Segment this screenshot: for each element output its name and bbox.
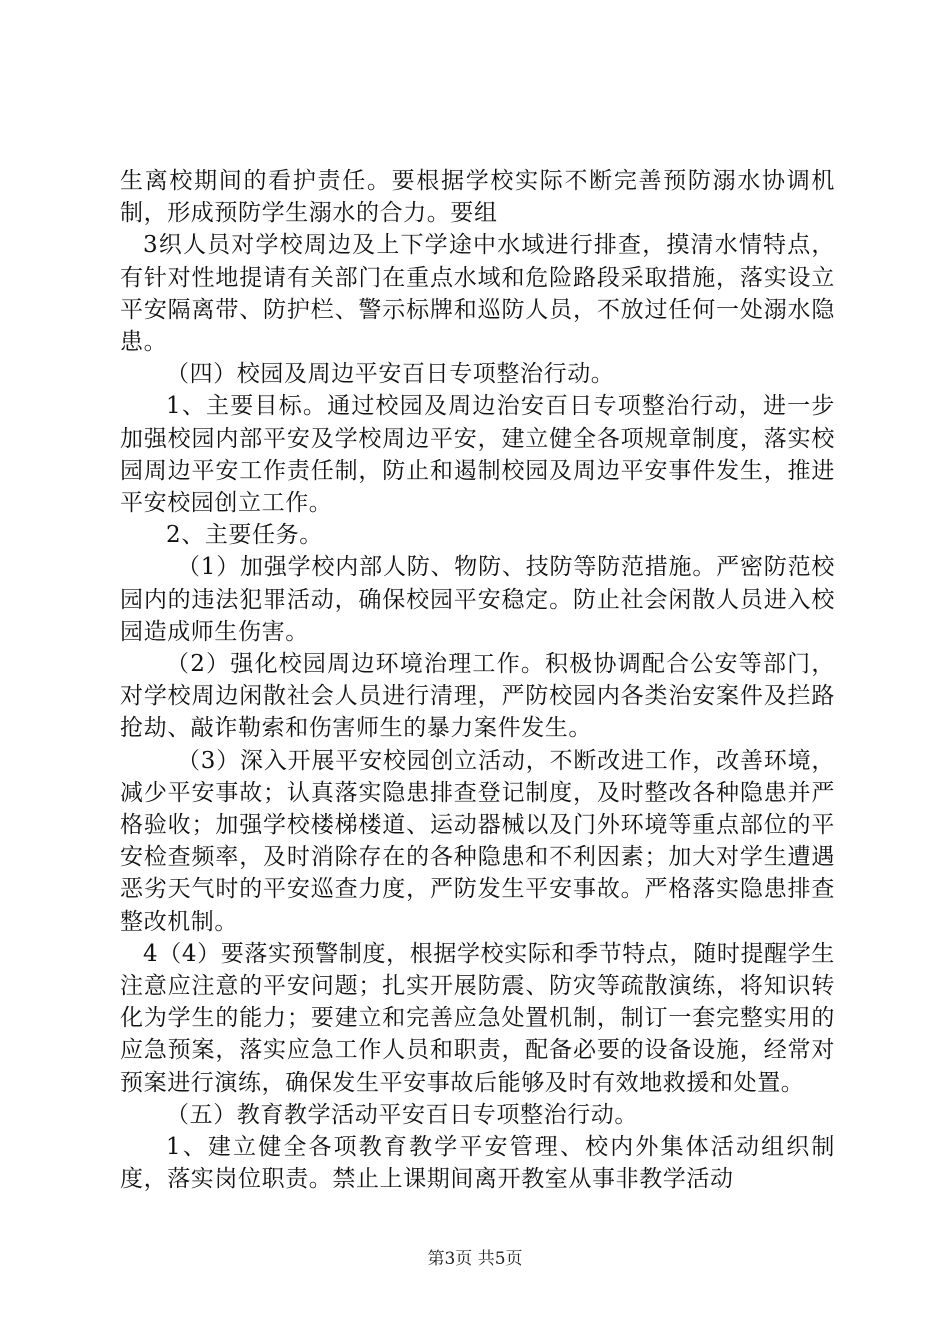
paragraph-drowning-check: 3织人员对学校周边及上下学途中水域进行排查，摸清水情特点，有针对性地提请有关部门在重点水域和危险路段采取措施，落实设立平安隔离带、防护栏、警示标牌和巡防人员，不放过任何一处溺水隐患。 bbox=[120, 232, 835, 356]
section-heading-4: （四）校园及周边平安百日专项整治行动。 bbox=[166, 361, 615, 388]
paragraph-main-tasks: 2、主要任务。 bbox=[166, 522, 323, 549]
paragraph-teaching-safety: 1、建立健全各项教育教学平安管理、校内外集体活动组织制度，落实岗位职责。禁止上课期间离开教室从事非教学活动 bbox=[120, 1134, 835, 1193]
paragraph-task-3: （3）深入开展平安校园创立活动，不断改进工作，改善环境，减少平安事故；认真落实隐患排查登记制度，及时整改各种隐患并严格验收；加强学校楼梯楼道、运动器械以及门外环境等重点部位的平安检查频率，及时消除存在的各种隐患和不利因素；加大对学生遭遇恶劣天气时的平安巡查力度，严防发生平安事故。严格落实隐患排查整改机制。 bbox=[120, 747, 835, 935]
document-body bbox=[120, 165, 835, 1196]
paragraph-task-1: （1）加强学校内部人防、物防、技防等防范措施。严密防范校园内的违法犯罪活动，确保校园平安稳定。防止社会闲散人员进入校园造成师生伤害。 bbox=[120, 554, 835, 645]
page-number-footer: 第3页 共5页 bbox=[427, 1249, 523, 1269]
paragraph-main-goal: 1、主要目标。通过校园及周边治安百日专项整治行动，进一步加强校园内部平安及学校周边平安，建立健全各项规章制度，落实校园周边平安工作责任制，防止和遏制校园及周边平安事件发生，推进平安校园创立工作。 bbox=[120, 393, 835, 517]
paragraph-continuation: 生离校期间的看护责任。要根据学校实际不断完善预防溺水协调机制，形成预防学生溺水的合力。要组 bbox=[120, 168, 835, 227]
paragraph-task-4: 4（4）要落实预警制度，根据学校实际和季节特点，随时提醒学生注意应注意的平安问题；扎实开展防震、防灾等疏散演练，将知识转化为学生的能力；要建立和完善应急处置机制，制订一套完整实用的应急预案，落实应急工作人员和职责，配备必要的设备设施，经常对预案进行演练，确保发生平安事故后能够及时有效地救援和处置。 bbox=[120, 940, 835, 1096]
paragraph-task-2: （2）强化校园周边环境治理工作。积极协调配合公安等部门，对学校周边闲散社会人员进行清理，严防校园内各类治安案件及拦路抢劫、敲诈勒索和伤害师生的暴力案件发生。 bbox=[120, 651, 835, 742]
section-heading-5: （五）教育教学活动平安百日专项整治行动。 bbox=[166, 1101, 638, 1128]
